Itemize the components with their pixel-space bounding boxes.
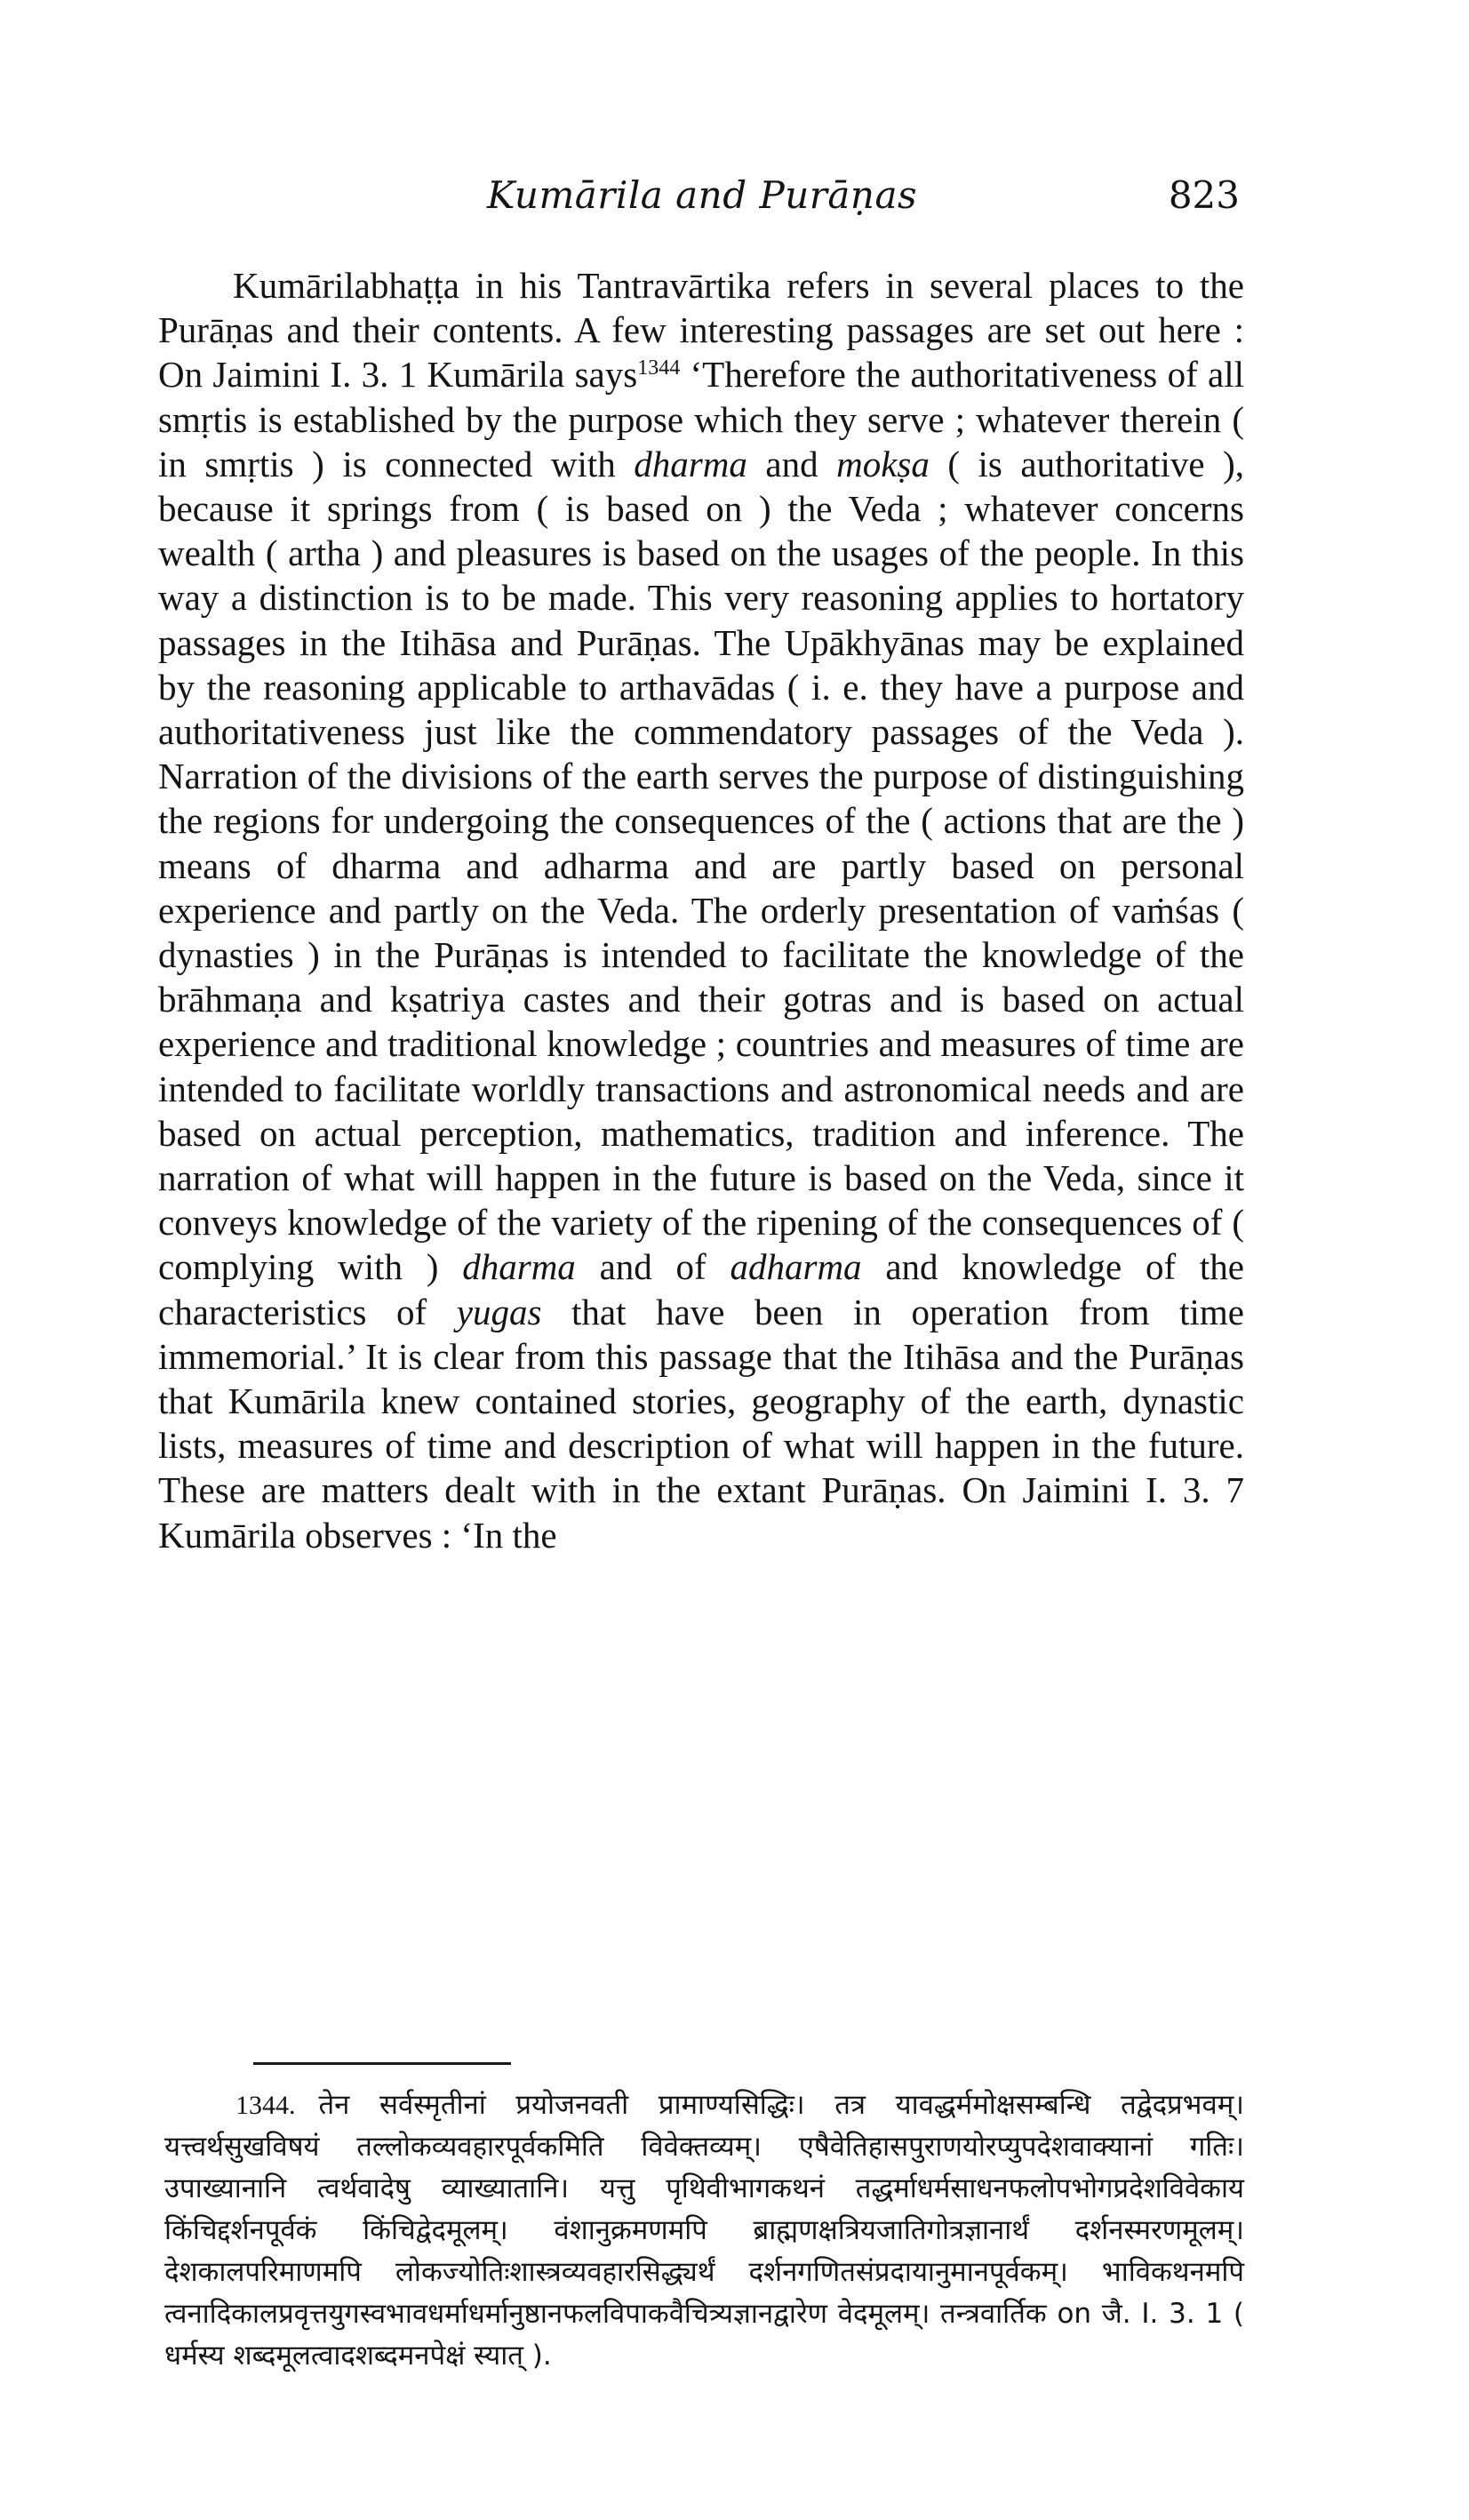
body-text-segment: ( is authoritative ), because it springs from ( is based on ) the Veda ; whatever concerns wealth ( artha ) and pleasures is based on the usages of the people. In this way a distinction is to be made. This very reasoning applies to hortatory passages in the Itihāsa and Purāṇas. The Upākhyānas may be explained by the reasoning applicable to arthavādas ( i. e. they have a purpose and authoritativeness just like the commendatory passages of the Veda ). Narration of the divisions of the earth serves the purpose of distinguishing the regions for undergoing the consequences of the ( actions that are the ) means of dharma and adharma and are partly based on personal experience and partly on the Veda. The orderly presentation of vaṁśas ( dynasties ) in the Purāṇas is intended to facilitate the knowledge of the brāhmaṇa and kṣatriya castes and their gotras and is based on actual experience and traditional knowledge ; countries and measures of time are intended to facilitate worldly transactions and astronomical needs and are based on actual perception, mathematics, tradition and inference. The narration of what will happen in the future is based on the Veda, since it conveys knowledge of the variety of the ripening of the consequences of ( complying with ) [158, 443, 1245, 1288]
page-number: 823 [1168, 173, 1240, 217]
footnote-sanskrit-text: तेन सर्वस्मृतीनां प्रयोजनवती प्रामाण्यसिद्धिः। तत्र यावद्धर्ममोक्षसम्बन्धि तद्वेदप्रभवम्। यत्त्वर्थसुखविषयं तल्लोकव्यवहारपूर्वकमिति विवेक्तव्यम्। एषैवेतिहासपुराणयोरप्युपदेशवाक्यानां गतिः। उपाख्यानानि त्वर्थवादेषु व्याख्यातानि। यत्तु पृथिवीभागकथनं तद्धर्माधर्मसाधनफलोपभोगप्रदेशविवेकाय किंचिद्दर्शनपूर्वकं किंचिद्वेदमूलम्। वंशानुक्रमणमपि ब्राह्मणक्षत्रियजातिगोत्रज्ञानार्थं दर्शनस्मरणमूलम्। देशकालपरिमाणमपि लोकज्योतिःशास्त्रव्यवहारसिद्ध्यर्थं दर्शनगणितसंप्रदायानुमानपूर्वकम्। भाविकथनमपि त्वनादिकालप्रवृत्तयुगस्वभावधर्माधर्मानुष्ठानफलविपाकवैचित्र्यज्ञानद्वारेण वेदमूलम्। तन्त्रवार्तिक [164, 2089, 1244, 2330]
footnote [164, 2084, 1244, 2377]
main-text [158, 263, 1244, 1557]
italic-term-yugas: yugas [456, 1291, 542, 1332]
italic-term-dharma: dharma [634, 443, 747, 484]
running-title: Kumārila and Purāṇas [486, 173, 918, 217]
body-paragraph [158, 263, 1244, 1557]
body-text-segment: ‘Therefore the authoritativeness of all smṛtis is established by the purpose which they serve ; whatever therein ( in smṛtis ) is connected with [158, 354, 1244, 484]
running-header [164, 169, 1240, 222]
footnote-on: on [1046, 2298, 1102, 2330]
italic-term-moksa: mokṣa [836, 443, 930, 484]
italic-term-dharma: dharma [462, 1246, 576, 1288]
italic-term-adharma: adharma [730, 1246, 862, 1288]
footnote-reference: 1344 [637, 356, 681, 380]
footnote-number: 1344. [236, 2091, 296, 2120]
body-text-segment: and of [575, 1246, 731, 1288]
body-text-segment: Kumārilabhaṭṭa in his Tantravārtika refers in several places to the Purāṇas and their contents. A few interesting passages are set out here : On Jaimini I. 3. 1 Kumārila says [158, 265, 1244, 396]
footnote-citation: जै. I. 3. 1 ( धर्मस्य शब्दमूलत्वादशब्दमनपेक्षं स्यात् ). [164, 2298, 1244, 2372]
body-text-segment: and [746, 443, 837, 484]
body-text-segment: that have been in operation from time immemorial.’ It is clear from this passage that the Itihāsa and the Purāṇas that Kumārila knew contained stories, geography of the earth, dynastic lists, measures of time and description of what will happen in the future. These are matters dealt with in the extant Purāṇas. On Jaimini I. 3. 7 Kumārila observes : ‘In the [158, 1291, 1245, 1556]
body-text-segment: and knowledge of the characteristics of [158, 1246, 1244, 1332]
footnote-separator [253, 2062, 511, 2065]
